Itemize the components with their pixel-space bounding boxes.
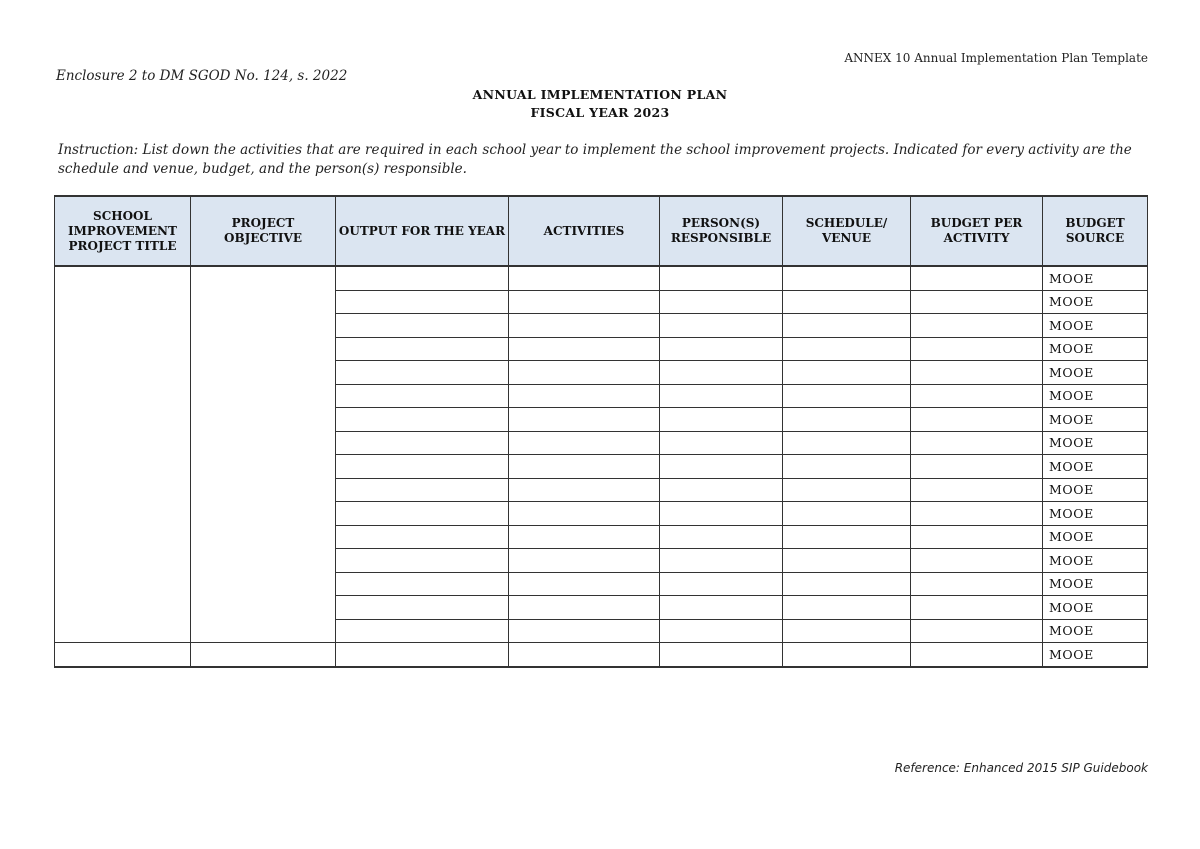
activity-cell[interactable] bbox=[509, 525, 660, 549]
activity-cell[interactable] bbox=[509, 290, 660, 314]
output-cell[interactable] bbox=[336, 290, 509, 314]
col-budget-per-activity: BUDGET PER ACTIVITY bbox=[911, 196, 1043, 266]
budget-source-cell[interactable]: MOOE bbox=[1043, 619, 1148, 643]
budget-source-cell[interactable]: MOOE bbox=[1043, 408, 1148, 432]
person-responsible-cell[interactable] bbox=[660, 643, 783, 667]
schedule-venue-cell[interactable] bbox=[783, 361, 911, 385]
output-cell[interactable] bbox=[336, 619, 509, 643]
person-responsible-cell[interactable] bbox=[660, 266, 783, 290]
budget-per-activity-cell[interactable] bbox=[911, 525, 1043, 549]
output-cell[interactable] bbox=[336, 643, 509, 667]
schedule-venue-cell[interactable] bbox=[783, 572, 911, 596]
output-cell[interactable] bbox=[336, 408, 509, 432]
budget-source-cell[interactable]: MOOE bbox=[1043, 314, 1148, 338]
activity-cell[interactable] bbox=[509, 572, 660, 596]
output-cell[interactable] bbox=[336, 455, 509, 479]
person-responsible-cell[interactable] bbox=[660, 596, 783, 620]
output-cell[interactable] bbox=[336, 572, 509, 596]
person-responsible-cell[interactable] bbox=[660, 290, 783, 314]
output-cell[interactable] bbox=[336, 502, 509, 526]
project-title-cell[interactable] bbox=[55, 266, 191, 643]
person-responsible-cell[interactable] bbox=[660, 619, 783, 643]
budget-source-cell[interactable]: MOOE bbox=[1043, 478, 1148, 502]
budget-source-cell[interactable]: MOOE bbox=[1043, 384, 1148, 408]
table-header-row bbox=[55, 196, 1148, 266]
person-responsible-cell[interactable] bbox=[660, 502, 783, 526]
schedule-venue-cell[interactable] bbox=[783, 384, 911, 408]
project-objective-cell[interactable] bbox=[191, 266, 336, 643]
person-responsible-cell[interactable] bbox=[660, 549, 783, 573]
budget-per-activity-cell[interactable] bbox=[911, 290, 1043, 314]
col-activities: ACTIVITIES bbox=[509, 196, 660, 266]
budget-per-activity-cell[interactable] bbox=[911, 478, 1043, 502]
budget-per-activity-cell[interactable] bbox=[911, 431, 1043, 455]
document-subtitle: FISCAL YEAR 2023 bbox=[530, 105, 670, 120]
budget-source-cell[interactable]: MOOE bbox=[1043, 549, 1148, 573]
schedule-venue-cell[interactable] bbox=[783, 478, 911, 502]
person-responsible-cell[interactable] bbox=[660, 384, 783, 408]
person-responsible-cell[interactable] bbox=[660, 478, 783, 502]
schedule-venue-cell[interactable] bbox=[783, 266, 911, 290]
schedule-venue-cell[interactable] bbox=[783, 525, 911, 549]
budget-source-cell[interactable]: MOOE bbox=[1043, 431, 1148, 455]
output-cell[interactable] bbox=[336, 384, 509, 408]
person-responsible-cell[interactable] bbox=[660, 314, 783, 338]
col-project-objective: PROJECT OBJECTIVE bbox=[191, 196, 336, 266]
person-responsible-cell[interactable] bbox=[660, 408, 783, 432]
enclosure-label: Enclosure 2 to DM SGOD No. 124, s. 2022 bbox=[56, 68, 348, 84]
activity-cell[interactable] bbox=[509, 478, 660, 502]
schedule-venue-cell[interactable] bbox=[783, 337, 911, 361]
activity-cell[interactable] bbox=[509, 337, 660, 361]
activity-cell[interactable] bbox=[509, 408, 660, 432]
activity-cell[interactable] bbox=[509, 314, 660, 338]
output-cell[interactable] bbox=[336, 337, 509, 361]
budget-per-activity-cell[interactable] bbox=[911, 361, 1043, 385]
schedule-venue-cell[interactable] bbox=[783, 549, 911, 573]
person-responsible-cell[interactable] bbox=[660, 525, 783, 549]
activity-cell[interactable] bbox=[509, 384, 660, 408]
budget-per-activity-cell[interactable] bbox=[911, 384, 1043, 408]
schedule-venue-cell[interactable] bbox=[783, 314, 911, 338]
output-cell[interactable] bbox=[336, 361, 509, 385]
budget-source-cell[interactable]: MOOE bbox=[1043, 455, 1148, 479]
budget-source-cell[interactable]: MOOE bbox=[1043, 572, 1148, 596]
output-cell[interactable] bbox=[336, 525, 509, 549]
document-title-block bbox=[0, 86, 1200, 122]
budget-per-activity-cell[interactable] bbox=[911, 596, 1043, 620]
budget-per-activity-cell[interactable] bbox=[911, 266, 1043, 290]
schedule-venue-cell[interactable] bbox=[783, 643, 911, 667]
budget-per-activity-cell[interactable] bbox=[911, 549, 1043, 573]
output-cell[interactable] bbox=[336, 266, 509, 290]
project-title-cell[interactable] bbox=[55, 643, 191, 667]
budget-per-activity-cell[interactable] bbox=[911, 408, 1043, 432]
budget-source-cell[interactable]: MOOE bbox=[1043, 502, 1148, 526]
output-cell[interactable] bbox=[336, 431, 509, 455]
activity-cell[interactable] bbox=[509, 361, 660, 385]
instruction-text: Instruction: List down the activities that are required in each school year to implement the school improvement projects. Indicated for every activity are the schedule and venue, budget, and the person(s) responsible. bbox=[58, 142, 1132, 177]
person-responsible-cell[interactable] bbox=[660, 455, 783, 479]
reference-note: Reference: Enhanced 2015 SIP Guidebook bbox=[894, 761, 1148, 775]
schedule-venue-cell[interactable] bbox=[783, 290, 911, 314]
budget-source-cell[interactable]: MOOE bbox=[1043, 525, 1148, 549]
col-schedule-venue: SCHEDULE/ VENUE bbox=[783, 196, 911, 266]
document-title: ANNUAL IMPLEMENTATION PLAN bbox=[472, 87, 728, 102]
activity-cell[interactable] bbox=[509, 431, 660, 455]
output-cell[interactable] bbox=[336, 314, 509, 338]
budget-per-activity-cell[interactable] bbox=[911, 455, 1043, 479]
budget-per-activity-cell[interactable] bbox=[911, 619, 1043, 643]
person-responsible-cell[interactable] bbox=[660, 572, 783, 596]
activity-cell[interactable] bbox=[509, 549, 660, 573]
activity-cell[interactable] bbox=[509, 619, 660, 643]
table-row bbox=[55, 643, 1148, 667]
budget-per-activity-cell[interactable] bbox=[911, 643, 1043, 667]
schedule-venue-cell[interactable] bbox=[783, 502, 911, 526]
activity-cell[interactable] bbox=[509, 455, 660, 479]
schedule-venue-cell[interactable] bbox=[783, 431, 911, 455]
person-responsible-cell[interactable] bbox=[660, 361, 783, 385]
person-responsible-cell[interactable] bbox=[660, 337, 783, 361]
budget-per-activity-cell[interactable] bbox=[911, 337, 1043, 361]
budget-source-cell[interactable]: MOOE bbox=[1043, 596, 1148, 620]
budget-source-cell[interactable]: MOOE bbox=[1043, 337, 1148, 361]
person-responsible-cell[interactable] bbox=[660, 431, 783, 455]
annex-label: ANNEX 10 Annual Implementation Plan Template bbox=[844, 51, 1148, 65]
col-persons-responsible: PERSON(S) RESPONSIBLE bbox=[660, 196, 783, 266]
budget-per-activity-cell[interactable] bbox=[911, 502, 1043, 526]
output-cell[interactable] bbox=[336, 549, 509, 573]
budget-source-cell[interactable]: MOOE bbox=[1043, 266, 1148, 290]
col-budget-source: BUDGET SOURCE bbox=[1043, 196, 1148, 266]
schedule-venue-cell[interactable] bbox=[783, 619, 911, 643]
col-school-improvement-project-title: SCHOOL IMPROVEMENT PROJECT TITLE bbox=[55, 196, 191, 266]
output-cell[interactable] bbox=[336, 596, 509, 620]
budget-source-cell[interactable]: MOOE bbox=[1043, 643, 1148, 667]
budget-source-cell[interactable]: MOOE bbox=[1043, 361, 1148, 385]
activity-cell[interactable] bbox=[509, 266, 660, 290]
budget-per-activity-cell[interactable] bbox=[911, 572, 1043, 596]
activity-cell[interactable] bbox=[509, 643, 660, 667]
schedule-venue-cell[interactable] bbox=[783, 596, 911, 620]
budget-per-activity-cell[interactable] bbox=[911, 314, 1043, 338]
activity-cell[interactable] bbox=[509, 596, 660, 620]
implementation-plan-table bbox=[54, 195, 1148, 668]
budget-source-cell[interactable]: MOOE bbox=[1043, 290, 1148, 314]
table-row bbox=[55, 266, 1148, 290]
project-objective-cell[interactable] bbox=[191, 643, 336, 667]
schedule-venue-cell[interactable] bbox=[783, 455, 911, 479]
col-output-for-the-year: OUTPUT FOR THE YEAR bbox=[336, 196, 509, 266]
activity-cell[interactable] bbox=[509, 502, 660, 526]
output-cell[interactable] bbox=[336, 478, 509, 502]
schedule-venue-cell[interactable] bbox=[783, 408, 911, 432]
